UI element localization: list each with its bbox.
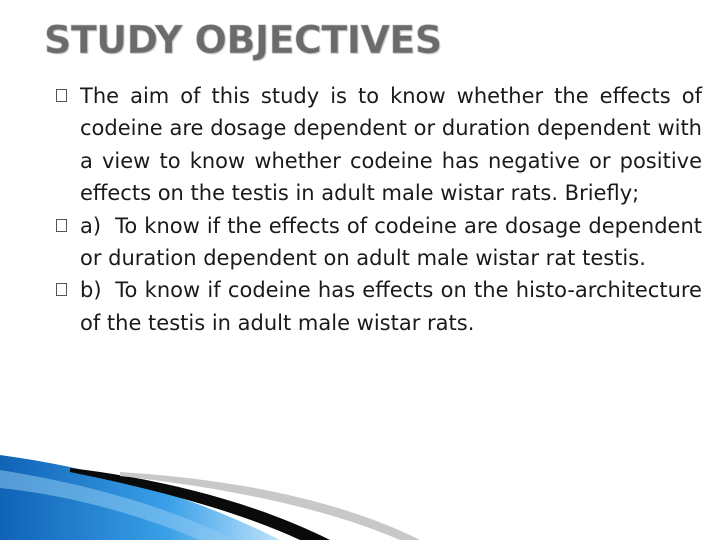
empty-square-bullet-icon (56, 283, 67, 296)
empty-square-bullet-icon (56, 219, 67, 232)
list-item-b (56, 274, 702, 339)
page-title: STUDY OBJECTIVES (44, 18, 442, 62)
objectives-list (56, 80, 702, 339)
list-item-a (56, 210, 702, 275)
bullet-text: The aim of this study is to know whether the effects of codeine are dosage dependent or duration dependent with a view to know whether codeine has negative or positive effects on the testis in adult male wistar rats. Briefly; (80, 84, 702, 206)
bullet-text: To know if the effects of codeine are dosage dependent or duration dependent on adult male wistar rat testis. (80, 213, 702, 271)
list-item-aim (56, 80, 702, 210)
empty-square-bullet-icon (56, 89, 67, 102)
bullet-tag: a) (80, 213, 102, 238)
bullet-tag: b) (80, 278, 102, 303)
blue-swoosh-band (0, 455, 280, 540)
bullet-text: To know if codeine has effects on the histo-architecture of the testis in adult male wistar rats. (80, 278, 702, 335)
